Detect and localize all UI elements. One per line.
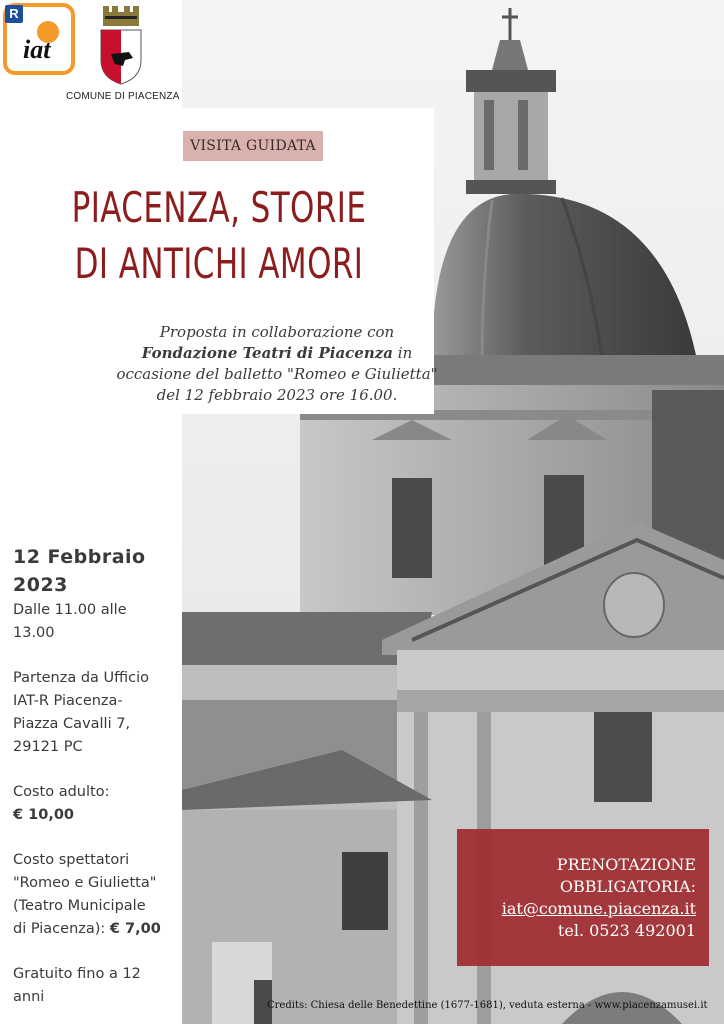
spectator-cost-price: € 7,00 (109, 921, 161, 937)
title-line-2: DI ANTICHI AMORI (74, 239, 364, 288)
free-entry-line-1: Gratuito fino a 12 (13, 966, 141, 982)
iat-logo (3, 3, 75, 75)
partner-name: Fondazione Teatri di Piacenza (141, 344, 393, 362)
intro-line-1: Proposta in collaborazione con (159, 323, 395, 341)
event-date-line-1: 12 Febbraio (13, 546, 146, 568)
free-entry-line-2: anni (13, 989, 45, 1005)
event-title (20, 180, 418, 292)
departure-line-4: 29121 PC (13, 739, 83, 755)
spectator-cost-line-4 (13, 918, 183, 941)
spectator-cost-line-1: Costo spettatori (13, 852, 130, 868)
adult-cost-label: Costo adulto: (13, 784, 110, 800)
spectator-cost-line-3: (Teatro Municipale (13, 898, 146, 914)
event-time-line-1: Dalle 11.00 alle (13, 602, 127, 618)
partner-suffix: in (393, 344, 413, 362)
iat-r-badge: R (5, 5, 23, 23)
intro-line-2 (112, 343, 442, 364)
spectator-cost-prefix: di Piacenza): (13, 921, 110, 937)
event-type-tag: VISITA GUIDATA (183, 131, 323, 161)
booking-box (457, 829, 709, 966)
intro-line-4: del 12 febbraio 2023 ore 16.00. (156, 386, 398, 404)
booking-line-2: OBBLIGATORIA: (559, 877, 696, 896)
departure-line-3: Piazza Cavalli 7, (13, 716, 131, 732)
event-time-line-2: 13.00 (13, 625, 55, 641)
booking-line-1: PRENOTAZIONE (556, 855, 696, 874)
adult-cost-price: € 10,00 (13, 807, 75, 823)
booking-email-link[interactable]: iat@comune.piacenza.it (501, 899, 696, 918)
comune-crest-icon (99, 6, 143, 86)
spectator-cost-line-2: "Romeo e Giulietta" (13, 875, 157, 891)
booking-phone: tel. 0523 492001 (557, 921, 696, 940)
departure-line-1: Partenza da Ufficio (13, 670, 150, 686)
event-date-line-2: 2023 (13, 574, 68, 596)
title-line-1: PIACENZA, STORIE (71, 183, 367, 232)
comune-label: COMUNE DI PIACENZA (66, 91, 180, 102)
intro-text (112, 322, 442, 406)
iat-logo-text: iat (23, 35, 51, 64)
photo-credits: Credits: Chiesa delle Benedettine (1677-1681), veduta esterna - www.piacenzamusei.it (267, 1000, 708, 1011)
event-info (13, 543, 183, 1009)
intro-line-3: occasione del balletto "Romeo e Giulietta" (116, 365, 438, 383)
departure-line-2: IAT-R Piacenza- (13, 693, 123, 709)
